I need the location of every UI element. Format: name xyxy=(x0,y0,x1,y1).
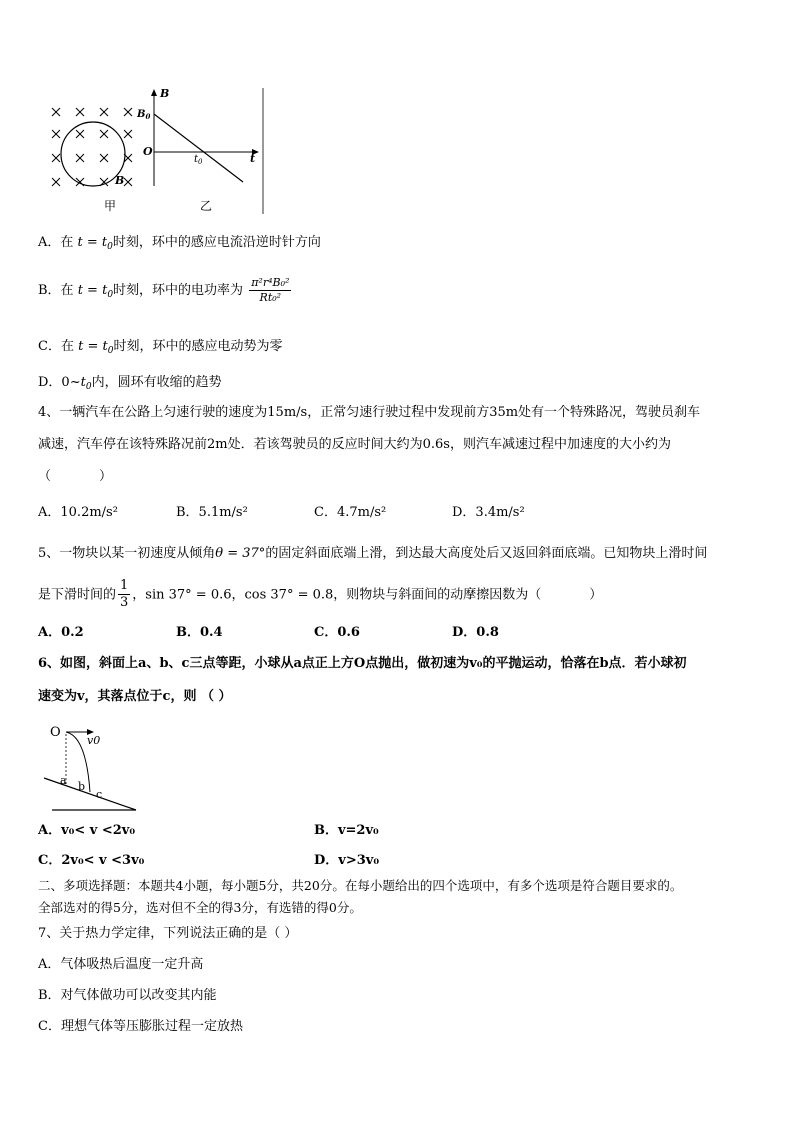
ring-b-label: B xyxy=(115,174,125,187)
v0-label: v0 xyxy=(87,734,101,747)
q3-option-a: A．在 $t = t_0$时刻，环中的感应电流沿逆时针方向 xyxy=(38,235,321,252)
field-cross-mark xyxy=(76,154,84,162)
caption-jia: 甲 xyxy=(104,199,117,213)
power-fraction: $\frac{\text{π²r⁴B₀²}}{\text{Rt₀²}}$ xyxy=(251,276,290,304)
b0-label: $B_0$ xyxy=(137,109,151,121)
q4-option-d: D．3.4m/s² xyxy=(452,505,525,520)
q6-stem-line1: 6、如图，斜面上a、b、c三点等距，小球从a点正上方O点抛出，做初速为v₀的平抛运动，恰落在b点．若小球初 xyxy=(38,656,687,671)
q4-answer-paren: （ ） xyxy=(38,469,113,484)
field-cross-mark xyxy=(124,130,132,138)
t0-label: $t_0$ xyxy=(194,154,203,166)
section2-heading-line2: 全部选对的得5分，选对但不全的得3分，有选错的得0分。 xyxy=(38,900,362,915)
field-cross-mark xyxy=(124,108,132,116)
field-cross-mark xyxy=(76,108,84,116)
field-cross-mark xyxy=(52,130,60,138)
origin-label: O xyxy=(143,145,153,158)
q6-stem-line2: 速变为v，其落点位于c，则 （ ） xyxy=(38,689,232,704)
q7-stem: 7、关于热力学定律，下列说法正确的是（ ） xyxy=(38,926,298,941)
section2-heading-line1: 二、多项选择题：本题共4小题，每小题5分，共20分。在每小题给出的四个选项中，有多个选项是符合题目要求的。 xyxy=(38,878,683,893)
q3-option-d: D．$0\sim t_0$内，圆环有收缩的趋势 xyxy=(38,375,222,392)
point-c-label: c xyxy=(96,788,103,801)
q4-option-c: C．4.7m/s² xyxy=(314,505,387,520)
q4-stem-line1: 4、一辆汽车在公路上匀速行驶的速度为15m/s，正常匀速行驶过程中发现前方35m处有一个特殊路况，驾驶员刹车 xyxy=(38,405,701,420)
q6-option-c: C．2v₀< v <3v₀ xyxy=(38,853,145,868)
q4-option-b: B．5.1m/s² xyxy=(176,505,248,520)
q6-option-d: D．v>3v₀ xyxy=(314,853,380,868)
field-cross-mark xyxy=(52,154,60,162)
q5-option-b: B．0.4 xyxy=(176,625,223,640)
q4-stem-line2: 减速，汽车停在该特殊路况前2m处．若该驾驶员的反应时间大约为0.6s，则汽车减速过程中加速度的大小约为 xyxy=(38,437,671,452)
field-cross-mark xyxy=(100,154,108,162)
field-cross-mark xyxy=(76,130,84,138)
q5-option-d: D．0.8 xyxy=(452,625,499,640)
incline-top xyxy=(44,778,136,810)
q6-option-b: B．v=2v₀ xyxy=(314,823,379,838)
q3-option-c: C．在 $t = t_0$时刻，环中的感应电动势为零 xyxy=(38,339,283,356)
t-axis-label: t xyxy=(250,152,256,165)
q5-stem-line1: 5、一物块以某一初速度从倾角θ = 37°的固定斜面底端上滑，到达最大高度处后又返回斜面底端。已知物块上滑时间 xyxy=(38,546,708,561)
caption-yi: 乙 xyxy=(200,199,213,213)
q5-fraction: $\frac{1}{3}$ xyxy=(120,578,129,611)
q6-option-a: A．v₀< v <2v₀ xyxy=(38,823,136,838)
q3-option-b: B．在 $t = t_0$时刻，环中的电功率为 $\frac{\text{π²r⁴B₀²}}{\text{Rt₀²}}$ xyxy=(38,276,290,304)
b-t-graph-line xyxy=(154,114,243,182)
figure-magnetic-field xyxy=(40,84,280,219)
q5-stem-line2: 是下滑时间的 $\frac{1}{3}$ ，sin 37° = 0.6，cos 37° = 0.8，则物块与斜面间的动摩擦因数为（ ） xyxy=(38,578,603,611)
b-axis-arrow xyxy=(151,89,157,96)
field-cross-mark xyxy=(124,178,132,186)
b-axis-label: B xyxy=(160,87,170,100)
point-o-label: O xyxy=(50,725,61,740)
q7-option-a: A．气体吸热后温度一定升高 xyxy=(38,957,204,972)
field-cross-mark xyxy=(52,108,60,116)
field-cross-mark xyxy=(52,178,60,186)
q7-option-b: B．对气体做功可以改变其内能 xyxy=(38,988,217,1003)
field-cross-mark xyxy=(100,108,108,116)
q5-option-a: A．0.2 xyxy=(38,625,84,640)
point-a-label: a xyxy=(60,774,67,787)
q4-option-a: A．10.2m/s² xyxy=(38,505,118,520)
q7-option-c: C．理想气体等压膨胀过程一定放热 xyxy=(38,1019,243,1034)
q5-option-c: C．0.6 xyxy=(314,625,360,640)
point-b-label: b xyxy=(78,780,86,793)
figure-projectile-incline xyxy=(40,722,150,817)
field-cross-mark xyxy=(100,130,108,138)
